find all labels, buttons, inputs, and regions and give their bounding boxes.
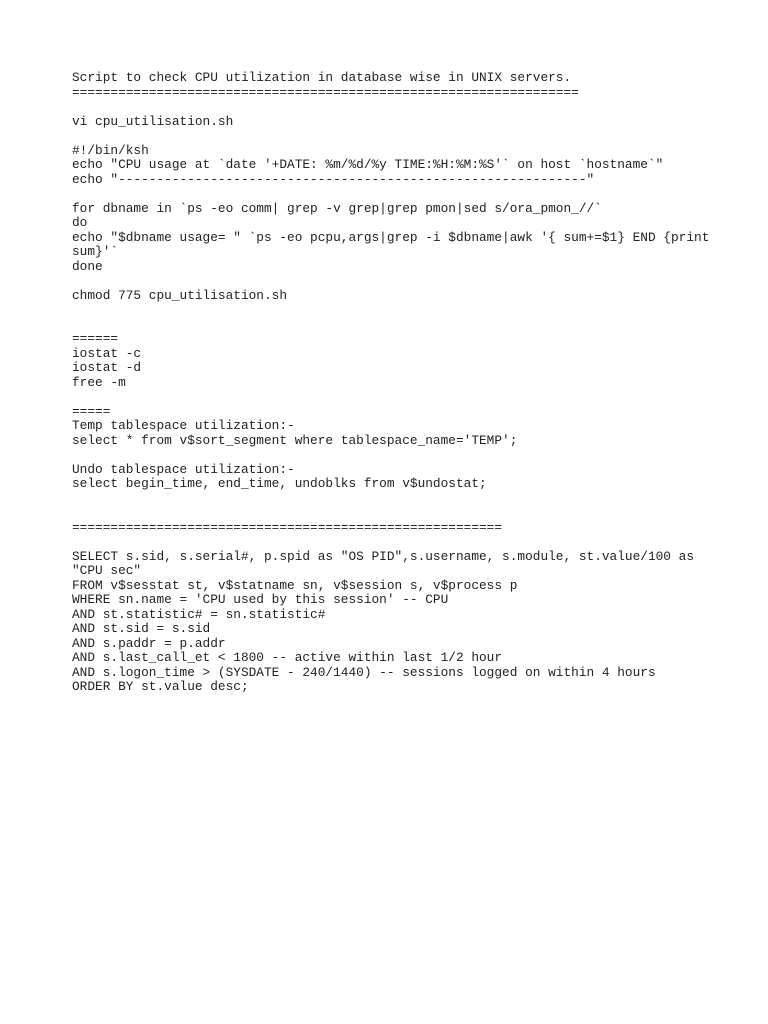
doc-line: ========================================================: [72, 519, 503, 535]
doc-line: [72, 506, 712, 521]
doc-line: [72, 448, 712, 463]
doc-line: "CPU sec": [72, 563, 142, 578]
doc-line: vi cpu_utilisation.sh: [72, 113, 234, 129]
doc-line: =====: [72, 403, 111, 419]
doc-line: [72, 318, 712, 333]
doc-line: [72, 129, 712, 144]
doc-line: Temp tablespace utilization:-: [72, 418, 295, 433]
doc-line: sum}'`: [72, 244, 119, 259]
doc-line: [72, 100, 712, 115]
doc-line: ORDER BY st.value desc;: [72, 679, 249, 694]
doc-line: ======: [72, 331, 119, 346]
doc-line: Undo tablespace utilization:-: [72, 461, 295, 477]
doc-line: [72, 535, 712, 550]
doc-line: [72, 390, 712, 405]
document-page: [72, 71, 712, 695]
doc-line: select * from v$sort_segment where tablespace_name='TEMP';: [72, 432, 518, 448]
doc-line: AND s.paddr = p.addr: [72, 635, 226, 651]
doc-line: [72, 492, 712, 507]
doc-line: [72, 274, 712, 289]
doc-line: for dbname in `ps -eo comm| grep -v grep|grep pmon|sed s/ora_pmon_//`: [72, 200, 602, 216]
doc-line: free -m: [72, 374, 126, 390]
doc-line: do: [72, 215, 88, 230]
doc-line: [72, 187, 712, 202]
doc-line: SELECT s.sid, s.serial#, p.spid as "OS PID",s.username, s.module, st.value/100 as: [72, 548, 695, 564]
doc-line: AND st.sid = s.sid: [72, 621, 211, 636]
doc-line: echo "$dbname usage= " `ps -eo pcpu,args|grep -i $dbname|awk '{ sum+=$1} END {print: [72, 229, 710, 245]
doc-line: done: [72, 258, 103, 274]
doc-line: chmod 775 cpu_utilisation.sh: [72, 287, 288, 303]
doc-line: select begin_time, end_time, undoblks from v$undostat;: [72, 476, 487, 491]
doc-line: WHERE sn.name = 'CPU used by this session' -- CPU: [72, 592, 449, 607]
doc-line: AND st.statistic# = sn.statistic#: [72, 606, 326, 622]
doc-line: ==================================================================: [72, 84, 579, 100]
doc-line: #!/bin/ksh: [72, 142, 149, 158]
doc-line: echo "CPU usage at `date '+DATE: %m/%d/%y TIME:%H:%M:%S'` on host `hostname`": [72, 157, 664, 172]
doc-line: AND s.last_call_et < 1800 -- active within last 1/2 hour: [72, 650, 503, 665]
doc-line: iostat -c: [72, 345, 142, 361]
doc-line: iostat -d: [72, 360, 142, 375]
doc-line: AND s.logon_time > (SYSDATE - 240/1440) -- sessions logged on within 4 hours: [72, 664, 656, 680]
doc-line: [72, 303, 712, 318]
doc-line: Script to check CPU utilization in database wise in UNIX servers.: [72, 70, 572, 85]
doc-line: echo "-------------------------------------------------------------": [72, 171, 595, 187]
doc-line: FROM v$sesstat st, v$statname sn, v$session s, v$process p: [72, 577, 518, 593]
